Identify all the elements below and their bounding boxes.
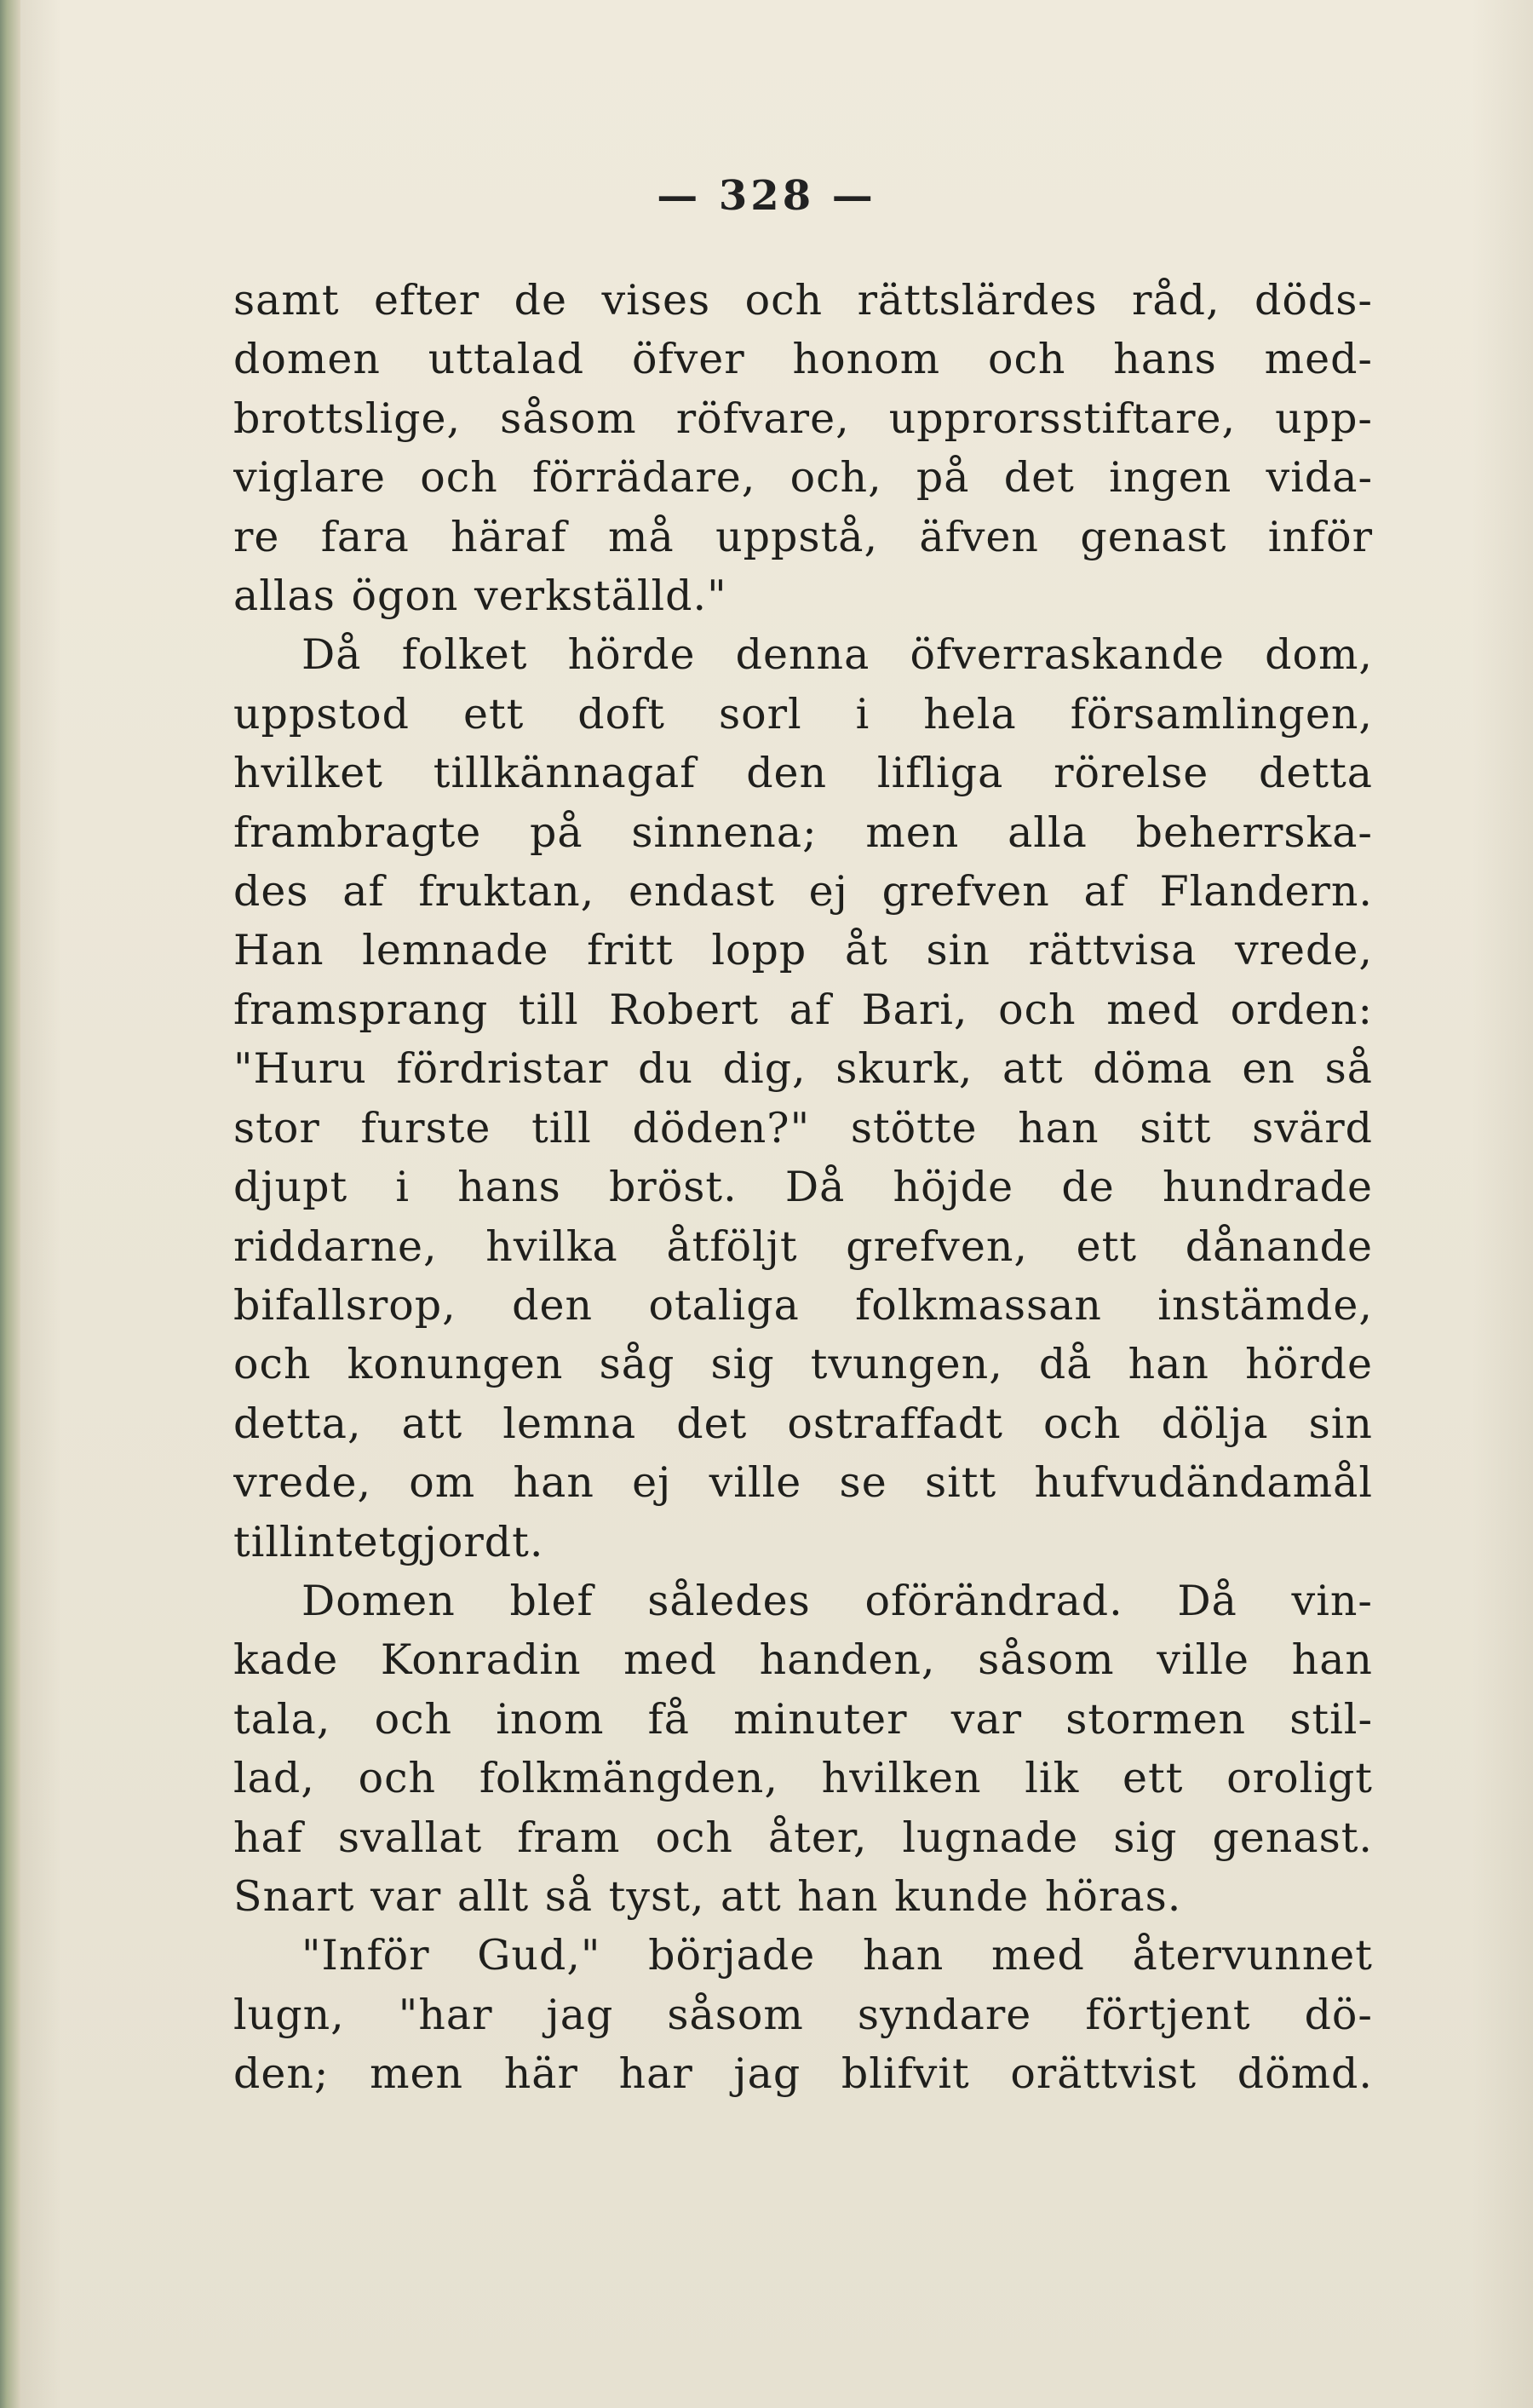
text-line: framsprang till Robert af Bari, och med orden: — [233, 985, 1373, 1034]
text-line: och konungen såg sig tvungen, då han hörde — [233, 1340, 1373, 1389]
text-line: viglare och förrädare, och, på det ingen vida- — [233, 453, 1373, 503]
text-line: stor furste till döden?" stötte han sitt svärd — [233, 1103, 1373, 1152]
text-line: haf svallat fram och åter, lugnade sig genast. — [233, 1813, 1373, 1862]
text-line: lugn, "har jag såsom syndare förtjent dö- — [233, 1990, 1373, 2039]
text-line: brottslige, såsom röfvare, upprorsstiftare, upp- — [233, 394, 1373, 443]
text-line: Snart var allt så tyst, att han kunde höras. — [233, 1871, 1182, 1921]
text-line: den; men här har jag blifvit orättvist dömd. — [233, 2049, 1373, 2099]
text-line: domen uttalad öfver honom och hans med- — [233, 335, 1373, 384]
text-line: Då folket hörde denna öfverraskande dom, — [301, 630, 1373, 680]
text-line: re fara häraf må uppstå, äfven genast inför — [233, 512, 1373, 561]
text-line: Domen blef således oförändrad. Då vin- — [301, 1576, 1373, 1625]
text-line: bifallsrop, den otaliga folkmassan instämde, — [233, 1280, 1373, 1330]
text-line: kade Konradin med handen, såsom ville han — [233, 1635, 1373, 1685]
text-line: allas ögon verkställd." — [233, 572, 727, 621]
page-number: — 328 — — [657, 172, 876, 220]
text-line: samt efter de vises och rättslärdes råd, döds- — [233, 276, 1373, 325]
text-line: "Inför Gud," började han med återvunnet — [301, 1931, 1373, 1980]
text-line: frambragte på sinnena; men alla beherrska- — [233, 807, 1373, 857]
text-line: uppstod ett doft sorl i hela församlingen, — [233, 689, 1373, 738]
text-line: vrede, om han ej ville se sitt hufvudändamål — [233, 1458, 1373, 1508]
text-line: "Huru fördristar du dig, skurk, att döma en så — [233, 1044, 1373, 1094]
text-line: des af fruktan, endast ej grefven af Flandern. — [233, 867, 1373, 917]
text-line: lad, och folkmängden, hvilken lik ett oroligt — [233, 1754, 1373, 1803]
text-line: detta, att lemna det ostraffadt och dölja sin — [233, 1399, 1373, 1448]
text-line: djupt i hans bröst. Då höjde de hundrade — [233, 1163, 1373, 1212]
text-line: tillintetgjordt. — [233, 1517, 544, 1566]
text-line: Han lemnade fritt lopp åt sin rättvisa vrede, — [233, 926, 1373, 975]
text-line: hvilket tillkännagaf den lifliga rörelse detta — [233, 749, 1373, 798]
body-text — [233, 271, 1373, 2104]
text-line: riddarne, hvilka åtföljt grefven, ett dånande — [233, 1221, 1373, 1271]
text-line: tala, och inom få minuter var stormen stil- — [233, 1694, 1373, 1744]
binding-edge — [0, 0, 20, 2408]
